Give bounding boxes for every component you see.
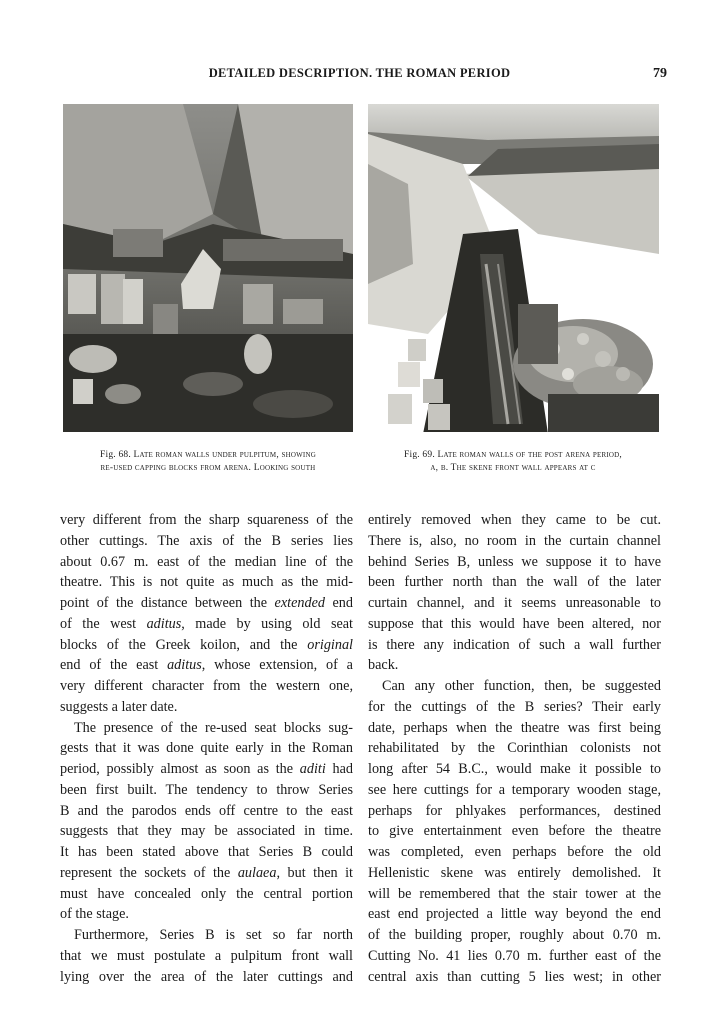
text-line: very different from the sharp squareness of the xyxy=(60,512,353,528)
text-line: central axis than cutting 5 lies west; in other xyxy=(368,968,661,985)
text-line: lying over the area of the later cuttings and xyxy=(60,968,353,985)
text-column-right xyxy=(368,510,661,987)
text-line: that we must postulate a pulpitum front wall xyxy=(60,947,353,964)
text-line: suggests that they may be associated in time. xyxy=(60,823,353,840)
text-line: B and the parodos ends off centre to the east xyxy=(60,802,353,819)
page-title: DETAILED DESCRIPTION. THE ROMAN PERIOD xyxy=(208,66,511,80)
text-line: see here cuttings for a temporary wooden stage, xyxy=(368,781,661,798)
text-line: period, possibly almost as soon as the aditi had xyxy=(60,761,353,777)
text-line: Cutting No. 41 lies 0.70 m. further east of the xyxy=(368,947,661,964)
text-line: other cuttings. The axis of the B series lies xyxy=(60,532,353,549)
figure-69-photo xyxy=(368,104,659,432)
figure-69-caption xyxy=(364,449,662,475)
text-line: long after 54 B.C., would make it possible to xyxy=(368,761,661,777)
caption-line: Fig. 69. Late roman walls of the post arena period, xyxy=(404,450,622,460)
text-line: There is, also, no room in the curtain channel xyxy=(368,532,661,549)
text-line: It has been stated above that Series B could xyxy=(60,844,353,860)
text-line: suppose that this would have been altered, nor xyxy=(368,615,661,632)
figure-68-photo xyxy=(63,104,353,432)
text-line: is there any indication of such a wall further xyxy=(368,636,661,653)
caption-line: Fig. 68. Late roman walls under pulpitum, showing xyxy=(100,450,316,460)
text-line: of the building proper, roughly about 0.70 m. xyxy=(368,927,661,943)
figure-68-caption xyxy=(60,449,356,475)
text-line: must have concealed only the central portion xyxy=(60,885,353,902)
text-line: to give entertainment even before the theatre xyxy=(368,823,661,840)
text-line: been further north than the wall of the later xyxy=(368,574,661,591)
text-line: point of the distance between the extended end xyxy=(60,595,353,611)
text-line: entirely removed when they came to be cut. xyxy=(368,512,661,528)
text-line: rehabilitated by the Corinthian colonists not xyxy=(368,740,661,757)
text-line: Can any other function, then, be suggested xyxy=(382,678,661,694)
text-line: of the stage. xyxy=(60,906,129,923)
figure-69 xyxy=(368,104,659,432)
text-line: Furthermore, Series B is set so far north xyxy=(74,927,353,943)
text-line: about 0.67 m. east of the median line of the xyxy=(60,553,353,570)
text-line: behind Series B, unless we suppose it to have xyxy=(368,553,661,570)
text-line: perhaps for phlyakes performances, destined xyxy=(368,802,661,819)
text-line: Hellenistic skene was entirely demolished. It xyxy=(368,864,661,881)
text-line: The presence of the re-used seat blocks sug- xyxy=(74,719,353,736)
text-line: blocks of the Greek koilon, and the original xyxy=(60,636,353,653)
figure-68 xyxy=(63,104,353,432)
text-line: back. xyxy=(368,657,399,674)
text-line: will be remembered that the stair tower at the xyxy=(368,885,661,902)
running-head xyxy=(0,66,719,86)
text-line: of the west aditus, made by using old seat xyxy=(60,615,353,632)
text-column-left xyxy=(60,510,353,987)
text-line: for the cuttings of the B series? Their early xyxy=(368,698,661,715)
text-line: date, perhaps when the theatre was first being xyxy=(368,719,661,736)
text-line: gests that it was done quite early in the Roman xyxy=(60,740,353,757)
text-line: curtain channel, and it seems unreasonable to xyxy=(368,595,661,611)
text-line: east end projected a little way beyond the end xyxy=(368,906,661,923)
text-line: been first built. The tendency to throw Series xyxy=(60,781,353,798)
text-line: suggests a later date. xyxy=(60,698,178,715)
text-line: end of the east aditus, whose extension, of a xyxy=(60,657,353,674)
text-line: was completed, even perhaps before the old xyxy=(368,844,661,860)
text-line: represent the sockets of the aulaea, but then it xyxy=(60,864,353,881)
caption-line: re-used capping blocks from arena. Looking south xyxy=(100,463,316,473)
text-line: theatre. This is not quite as much as the mid- xyxy=(60,574,353,591)
caption-line: a, b. The skene front wall appears at c xyxy=(430,463,596,473)
page-number: 79 xyxy=(653,66,667,81)
text-line: very different character from the western one, xyxy=(60,678,353,694)
